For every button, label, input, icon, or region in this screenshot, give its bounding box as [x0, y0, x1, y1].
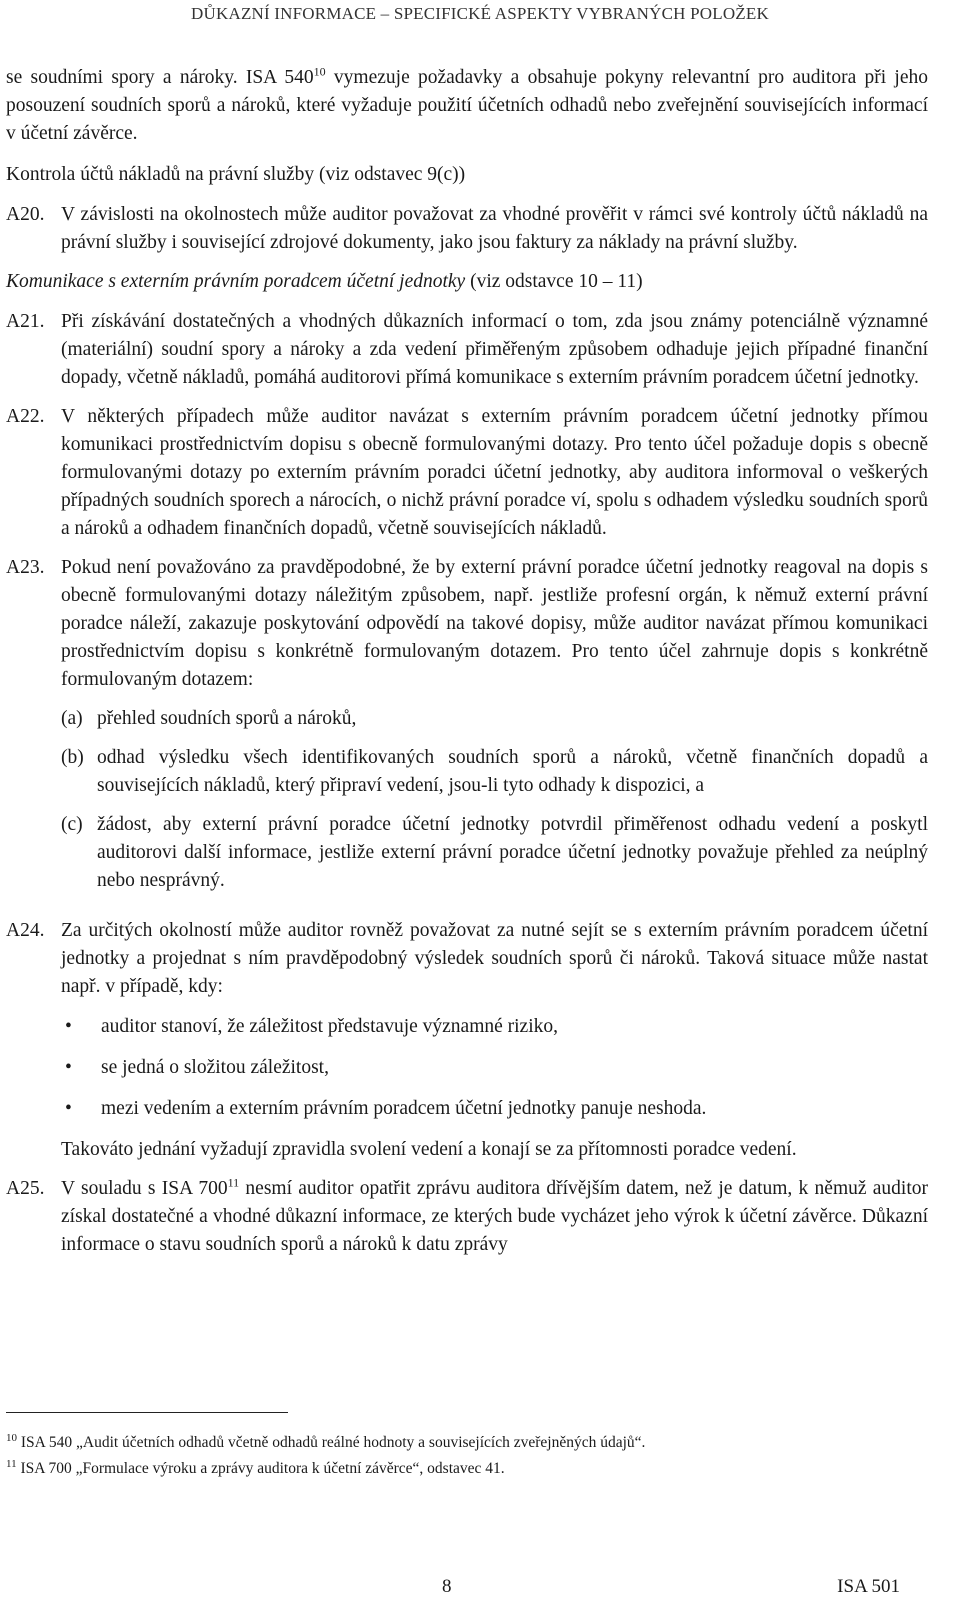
footnote-ref-10[interactable]: 10 [313, 64, 326, 79]
bullet-item: • se jedná o složitou záležitost, [61, 1054, 928, 1082]
paragraph-number: A21. [6, 311, 45, 332]
paragraph-text: V některých případech může auditor navázat s externím právním poradcem účetní jednotky přímou komunikaci prostřednictvím dopisu s obecně formulovanými dotazy. Pro tento účel požaduje dopis s obecně formulovanými dotazy po externím právním poradci účetní jednotky, aby auditora informoval o veškerých případných soudních sporech a nárocích, o nichž právní poradce ví, spolu s odhadem výsledku soudních sporů a nároků a odhadem finančních dopadů, včetně souvisejících nákladů. [61, 406, 928, 539]
paragraph-a21 [6, 308, 928, 392]
paragraph-closing-text: Takováto jednání vyžadují zpravidla svolení vedení a konají se za přítomnosti poradce vedení. [61, 1139, 797, 1160]
paragraph-a22 [6, 403, 928, 543]
footnote-separator [6, 1412, 288, 1413]
list-item-a: (a) přehled soudních sporů a nároků, [61, 708, 357, 729]
paragraph-text: Pokud není považováno za pravděpodobné, že by externí právní poradce účetní jednotky reagoval na dopis s obecně formulovanými dotazy náležitým způsobem, např. jestliže profesní orgán, k němuž externí právní poradce náleží, zakazuje poskytování odpovědí na takové dopisy, může auditor navázat přímou komunikaci prostřednictvím dopisu s konkrétně formulovaným dotazem. Pro tento účel zahrnuje dopis s konkrétně formulovaným dotazem: [61, 557, 928, 690]
paragraph-text: V závislosti na okolnostech může auditor považovat za vhodné prověřit v rámci své kontroly účtů nákladů na právní služby i související zdrojové dokumenty, jako jsou faktury za náklady na právní služby. [61, 204, 928, 253]
paragraph-a23 [6, 554, 928, 906]
list-item-b: (b) odhad výsledku všech identifikovaných soudních sporů a nároků, včetně finančních dopadů a souvisejících nákladů, který připraví vedení, jsou-li tyto odhady k dispozici, a [61, 747, 928, 796]
paragraph-number: A23. [6, 557, 45, 578]
paragraph-number: A20. [6, 204, 45, 225]
paragraph-text: V souladu s ISA $700^{11}$ nesmí auditor opatřit zprávu auditora dřívějším datem, než je datum, k němuž auditor získal dostatečné a vhodné důkazní informace, ze kterých bude vycházet jeho výrok k účetní závěrce. Důkazní informace o stavu soudních sporů a nároků k datu zprávy [61, 1175, 929, 1255]
page-footer [0, 1576, 960, 1608]
paragraph-a24 [6, 917, 928, 1164]
paragraph-number: A25. [6, 1178, 45, 1199]
bullet-icon: • [65, 1098, 72, 1119]
footnotes [6, 1430, 928, 1482]
intro-paragraph: se soudními spory a nároky. ISA $540^{10}$ vymezuje požadavky a obsahuje pokyny relevantní pro auditora při jeho posouzení soudních sporů a nároků, které vyžaduje použití účetních odhadů nebo zveřejnění souvisejících informací v účetní závěrce. [6, 64, 928, 144]
paragraph-number: A22. [6, 406, 45, 427]
paragraph-text: Za určitých okolností může auditor rovněž považovat za nutné sejít se s externím právním poradcem účetní jednotky a projednat s ním pravděpodobný výsledek soudních sporů či nároků. Taková situace může nastat např. v případě, kdy: [61, 920, 928, 997]
bullet-icon: • [65, 1057, 72, 1078]
paragraph-a25 [6, 1175, 928, 1259]
footnote-11: $^{11}$ ISA 700 „Formulace výroku a zprávy auditora k účetní závěrce“, odstavec 41. [6, 1457, 505, 1477]
footnote-10: $^{10}$ ISA 540 „Audit účetních odhadů včetně odhadů reálné hodnoty a souvisejících zveřejněných údajů“. [6, 1431, 646, 1451]
paragraph-text: Při získávání dostatečných a vhodných důkazních informací o tom, zda jsou známy potenciálně významné (materiální) soudní spory a nároky a zda vedení přiměřeným způsobem odhaduje jejich případné finanční dopady, včetně nákladů, pomáhá auditorovi přímá komunikace s externím právním poradcem účetní jednotky. [61, 311, 928, 388]
document-code: ISA 501 [837, 1576, 900, 1597]
paragraph-a20 [6, 201, 928, 257]
footnote-ref-11[interactable]: 11 [227, 1175, 240, 1190]
bullet-list [61, 1013, 928, 1123]
page-number: 8 [442, 1576, 452, 1597]
document-body [6, 64, 928, 1270]
running-header: DŮKAZNÍ INFORMACE – SPECIFICKÉ ASPEKTY VYBRANÝCH POLOŽEK [191, 4, 769, 23]
list-item-c: (c) žádost, aby externí právní poradce účetní jednotky potvrdil přiměřenost odhadu vedení a poskytl auditorovi další informace, jestliže externí právní poradce účetní jednotky považuje přehled za neúplný nebo nesprávný. [61, 814, 928, 891]
bullet-icon: • [65, 1016, 72, 1037]
section-heading-legal-costs: Kontrola účtů nákladů na právní služby (viz odstavec 9(c)) [6, 164, 466, 185]
section-heading-legal-counsel: Komunikace s externím právním poradcem účetní jednotky (viz odstavce 10 – 11) [6, 271, 643, 292]
bullet-item: • auditor stanoví, že záležitost představuje významné riziko, [61, 1013, 928, 1041]
bullet-item: • mezi vedením a externím právním poradcem účetní jednotky panuje neshoda. [61, 1095, 928, 1123]
paragraph-number: A24. [6, 920, 45, 941]
enumerated-list [61, 705, 928, 895]
